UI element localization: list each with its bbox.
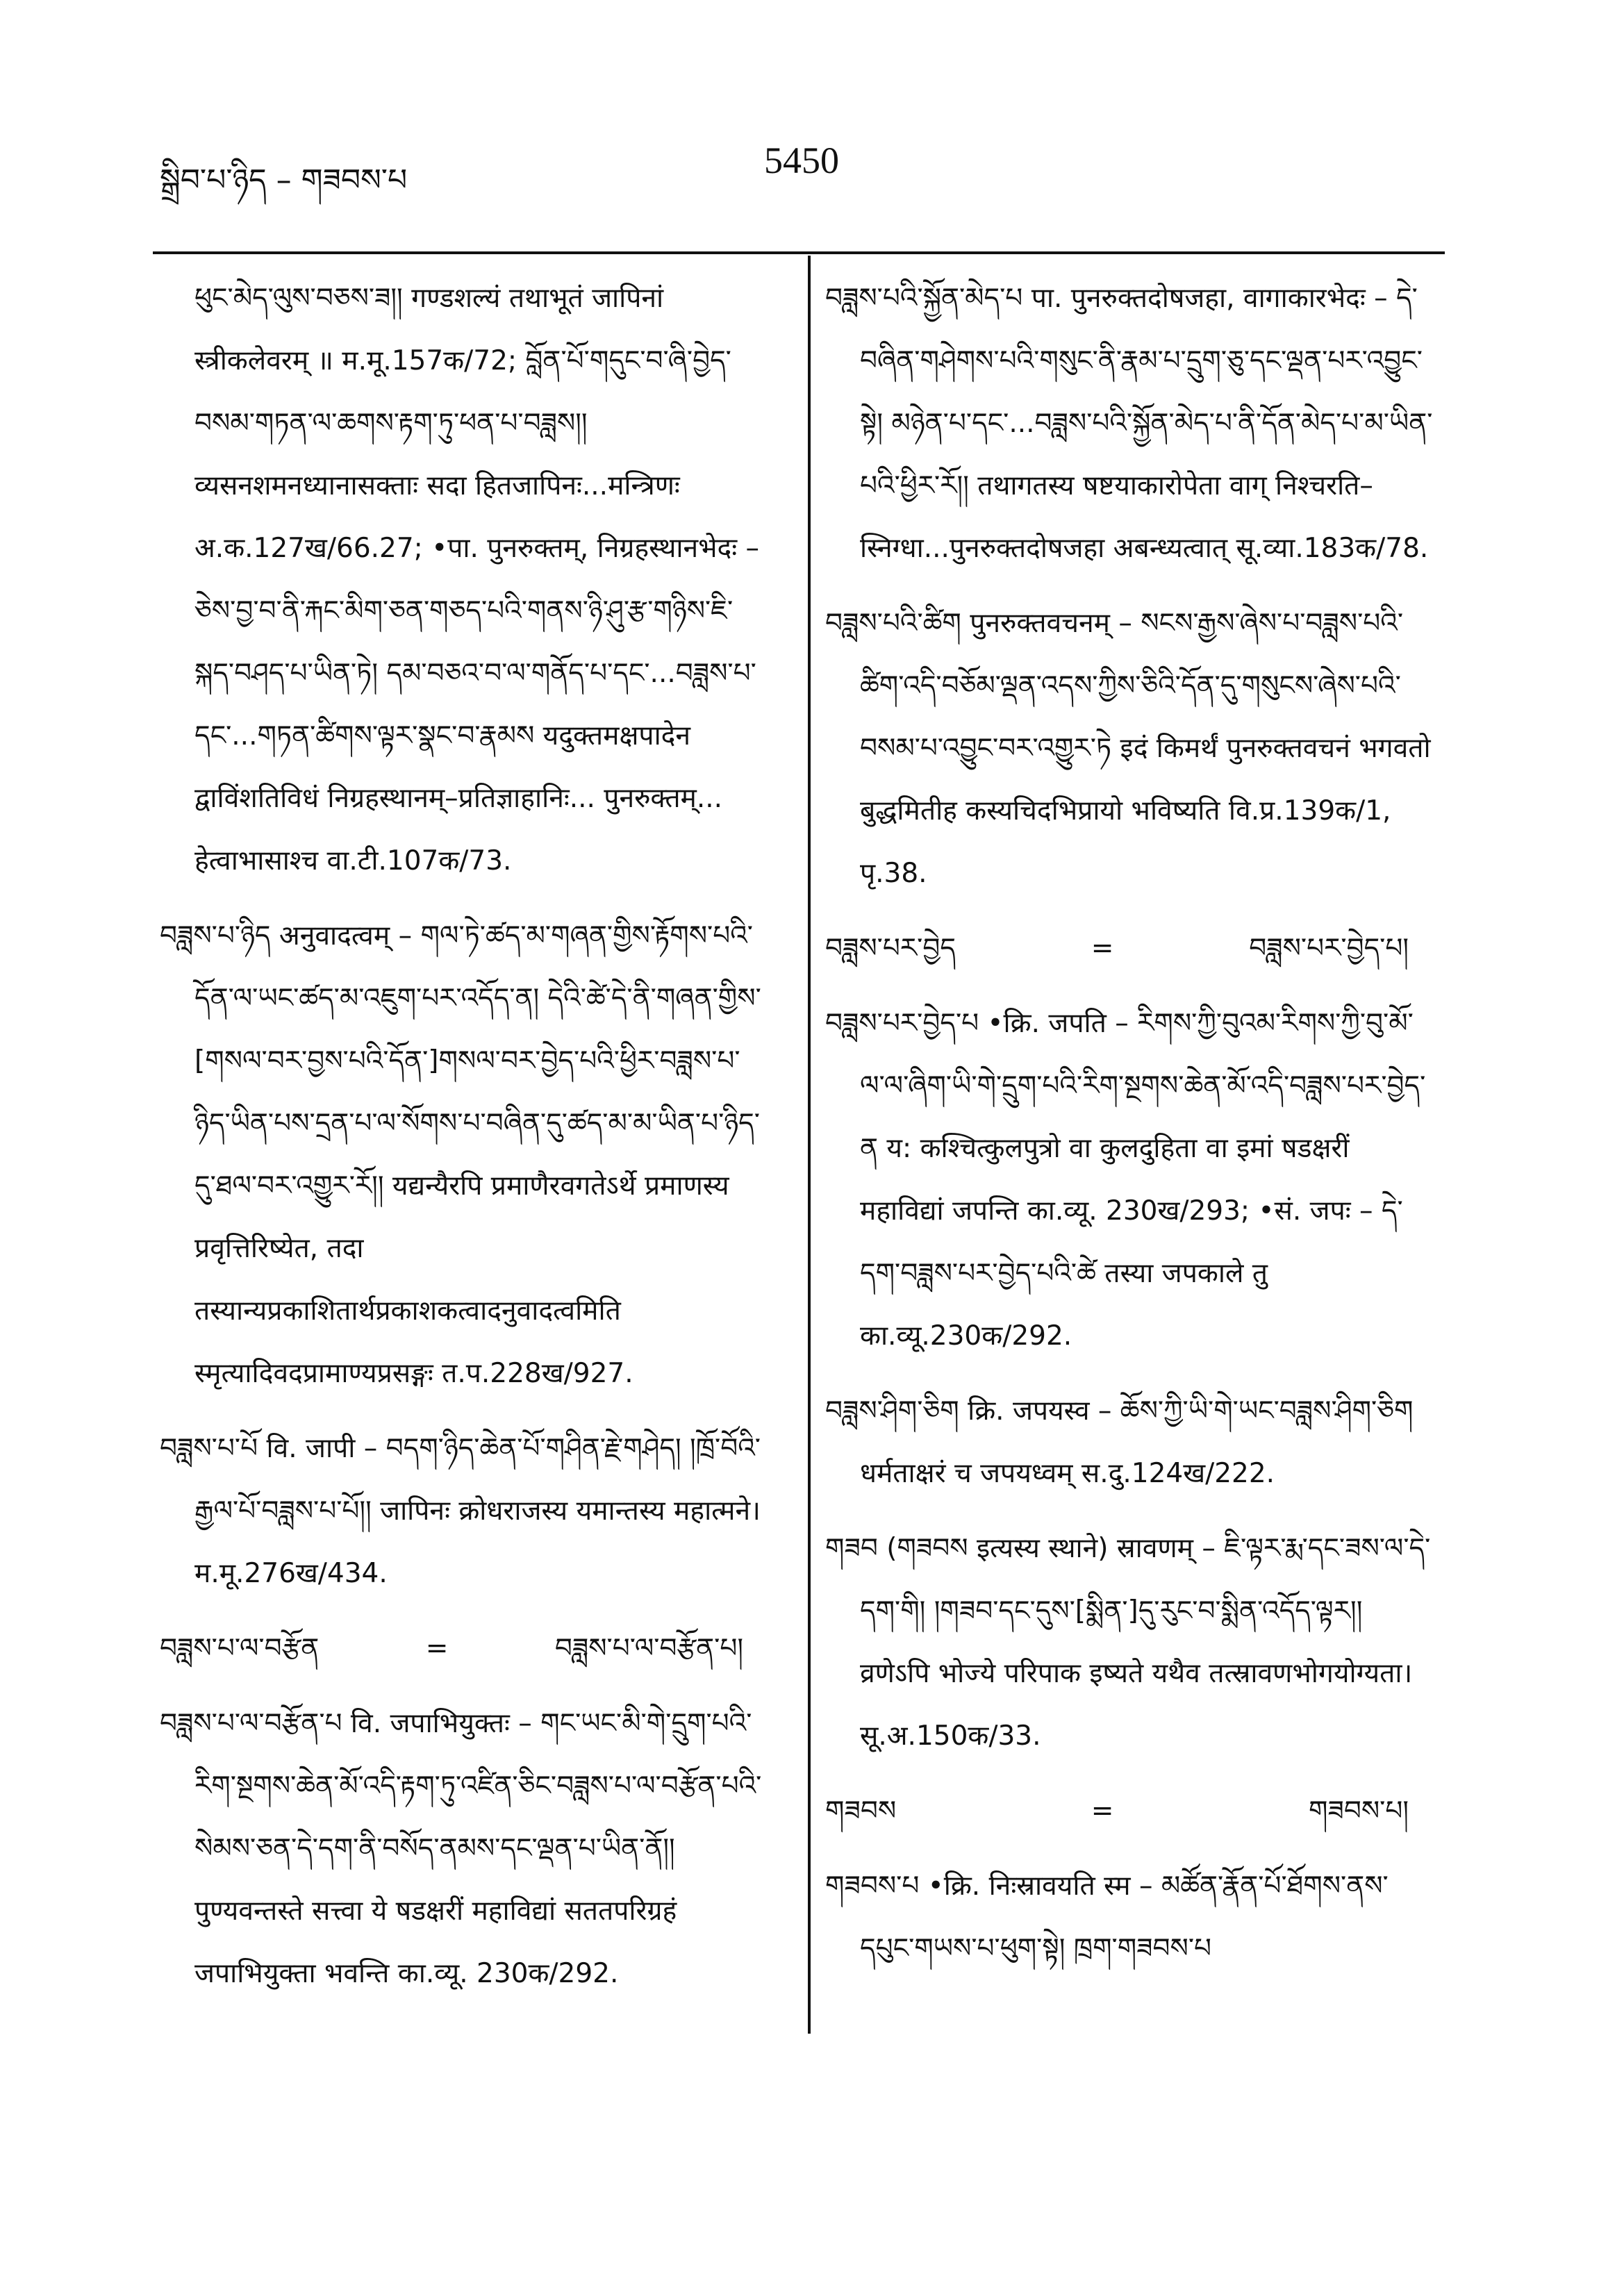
- xref-target: བཟླས་པར་བྱེད་པ།: [1249, 933, 1409, 964]
- dictionary-entry: [160, 1418, 771, 1605]
- xref-equals: =: [1091, 1795, 1114, 1827]
- xref-headword: གཟབས: [825, 1795, 897, 1827]
- entry-text: བཟླས་པར་བྱེད་པ •क्रि. जपति – རིགས་ཀྱི་བུའམ་རིགས་ཀྱི་བུ་མོ་ལ་ལ་ཞིག་ཡི་གེ་དྲུག་པའི་རིག་སྔགས་ཆེན་མོ་འདི་བཟླས་པར་བྱེད་ན य: कश्चित्कुलपुत्रो वा कुलदुहिता वा इमां षडक्षरीं महाविद्यां जपन्ति का.व्यू. 230ख/293; •सं. जपः – དེ་དག་བཟླས་པར་བྱེད་པའི་ཚེ तस्या जपकाले तु का.व्यू.230क/292.: [825, 1008, 1426, 1352]
- cross-reference: [160, 1618, 771, 1680]
- entry-text: བཟླས་པ་ལ་བརྩོན་པ वि. जपाभियुक्तः – གང་ཡང་མི་གེ་དྲུག་པའི་རིག་སྔགས་ཆེན་མོ་འདི་རྟག་ཏུ་འཛིན་ཅིང་བཟླས་པ་ལ་བརྩོན་པའི་སེམས་ཅན་དེ་དག་ནི་བསོད་ནམས་དང་ལྡན་པ་ཡིན་ནོ།། पुण्यवन्तस्ते सत्त्वा ये षडक्षरीं महाविद्यां सततपरिग्रहं जपाभियुक्ता भवन्ति का.व्यू. 230क/292.: [160, 1708, 762, 1989]
- xref-target: གཟབས་པ།: [1309, 1795, 1409, 1827]
- dictionary-entry: [160, 905, 771, 1405]
- xref-equals: =: [425, 1633, 449, 1664]
- xref-headword: བཟླས་པ་ལ་བརྩོན: [160, 1633, 320, 1664]
- dictionary-entry: [825, 267, 1436, 580]
- entry-text: གཟབ (གཟབས इत्यस्य स्थाने) स्रावणम् – ཇི་ལྟར་རྨ་དང་ཟས་ལ་དེ་དག་གི། །གཟབ་དང་དུས་[སྨིན་]དུ་རུང་བ་སྨིན་འདོད་ལྟར།། व्रणेऽपि भोज्ये परिपाक इष्यते यथैव तत्स्रावणभोगयोग्यता। सू.अ.150क/33.: [825, 1533, 1431, 1752]
- page-number: 5450: [764, 140, 839, 181]
- dictionary-entry: [160, 267, 771, 893]
- xref-equals: =: [1091, 933, 1114, 964]
- dictionary-entry: [825, 1380, 1436, 1505]
- entry-text: བཟླས་པ་པོ वि. जापी – བདག་ཉིད་ཆེན་པོ་གཤིན་རྗེ་གཤེད། །ཁྲོ་བོའི་རྒྱལ་པོ་བཟླས་པ་པོ།། जापिनः क्रोधराजस्य यमान्तस्य महात्मने। म.मू.276ख/434.: [160, 1433, 761, 1589]
- entry-text: བཟླས་པ་ཉིད अनुवादत्वम् – གལ་ཏེ་ཚད་མ་གཞན་གྱིས་རྟོགས་པའི་དོན་ལ་ཡང་ཚད་མ་འཇུག་པར་འདོད་ན། དེའི་ཚེ་དེ་ནི་གཞན་གྱིས་[གསལ་བར་བྱས་པའི་དོན་]གསལ་བར་བྱེད་པའི་ཕྱིར་བཟླས་པ་ཉིད་ཡིན་པས་དྲན་པ་ལ་སོགས་པ་བཞིན་དུ་ཚད་མ་མ་ཡིན་པ་ཉིད་དུ་ཐལ་བར་འགྱུར་རོ།། यद्यन्यैरपि प्रमाणैरवगतेऽर्थे प्रमाणस्य प्रवृत्तिरिष्येत, तदा तस्यान्यप्रकाशितार्थप्रकाशकत्वादनुवादत्वमिति स्मृत्यादिवदप्रामाण्यप्रसङ्गः त.प.228ख/927.: [160, 920, 761, 1389]
- left-column: [160, 267, 771, 2018]
- running-head: སྒྲིབ་པ་ཉིད – གཟབས་པ: [160, 163, 408, 198]
- cross-reference: [825, 1780, 1436, 1843]
- dictionary-entry: [825, 1518, 1436, 1768]
- entry-text: གཟབས་པ •क्रि. निःस्रावयति स्म – མཚོན་རྣོན་པོ་ཐོགས་ནས་དཔུང་གཡས་པ་ཕུག་སྟེ། ཁྲག་གཟབས་པ: [825, 1870, 1389, 1964]
- dictionary-entry: [825, 592, 1436, 905]
- xref-headword: བཟླས་པར་བྱེད: [825, 933, 956, 964]
- column-divider: [808, 256, 811, 2034]
- xref-target: བཟླས་པ་ལ་བརྩོན་པ།: [554, 1633, 743, 1664]
- entry-text: བཟླས་པའི་ཚིག पुनरुक्तवचनम् – སངས་རྒྱས་ཞེས་པ་བཟླས་པའི་ཚིག་འདི་བཅོམ་ལྡན་འདས་ཀྱིས་ཅིའི་དོན་དུ་གསུངས་ཞེས་པའི་བསམ་པ་འབྱུང་བར་འགྱུར་ཏེ इदं किमर्थं पुनरुक्तवचनं भगवतो बुद्धमितीह कस्यचिदभिप्रायो भविष्यति वि.प्र.139क/1, पृ.38.: [825, 608, 1431, 889]
- right-column: [825, 267, 1436, 1993]
- cross-reference: [825, 918, 1436, 980]
- header-rule: [153, 251, 1445, 254]
- dictionary-entry: [825, 1855, 1436, 1980]
- entry-text: ཕུང་མེད་ལུས་བཅས་ཟ།། गण्डशल्यं तथाभूतं जापिनां स्त्रीकलेवरम् ॥ म.मू.157क/72; བློན་པོ་གདུང་བ་ཞི་བྱེད་བསམ་གཏན་ལ་ཆགས་རྟག་ཏུ་ཕན་པ་བཟླས།། व्यसनशमनध्यानासक्ताः सदा हितजापिनः...मन्त्रिणः अ.क.127ख/66.27; •पा. पुनरुक्तम्, निग्रहस्थानभेदः – ཅེས་བྱ་བ་ནི་རྐང་མིག་ཅན་གཅད་པའི་གནས་ཉི་ཤུ་རྩ་གཉིས་ཇི་སྐད་བཤད་པ་ཡིན་ཏེ། དམ་བཅའ་བ་ལ་གནོད་པ་དང་...བཟླས་པ་དང་...གཏན་ཚིགས་ལྟར་སྣང་བ་རྣམས यदुक्तमक्षपादेन द्वाविंशतिविधं निग्रहस्थानम्–प्रतिज्ञाहानिः... पुनरुक्तम्... हेत्वाभासाश्च वा.टी.107क/73.: [194, 283, 760, 877]
- entry-text: བཟླས་ཤིག་ཅིག क्रि. जपयस्व – ཆོས་ཀྱི་ཡི་གེ་ཡང་བཟླས་ཤིག་ཅིག धर्मताक्षरं च जपयध्वम् स.दु.124ख/222.: [825, 1395, 1414, 1489]
- dictionary-entry: [160, 1693, 771, 2005]
- entry-text: བཟླས་པའི་སྐྱོན་མེད་པ पा. पुनरुक्तदोषजहा, वागाकारभेदः – དེ་བཞིན་གཤེགས་པའི་གསུང་ནི་རྣམ་པ་དྲུག་ཅུ་དང་ལྡན་པར་འབྱུང་སྟེ། མཉེན་པ་དང་...བཟླས་པའི་སྐྱོན་མེད་པ་ནི་དོན་མེད་པ་མ་ཡིན་པའི་ཕྱིར་རོ།། तथागतस्य षष्टयाकारोपेता वाग् निश्चरति–स्निग्धा...पुनरुक्तदोषजहा अबन्ध्यत्वात् सू.व्या.183क/78.: [825, 283, 1433, 564]
- dictionary-entry: [825, 993, 1436, 1368]
